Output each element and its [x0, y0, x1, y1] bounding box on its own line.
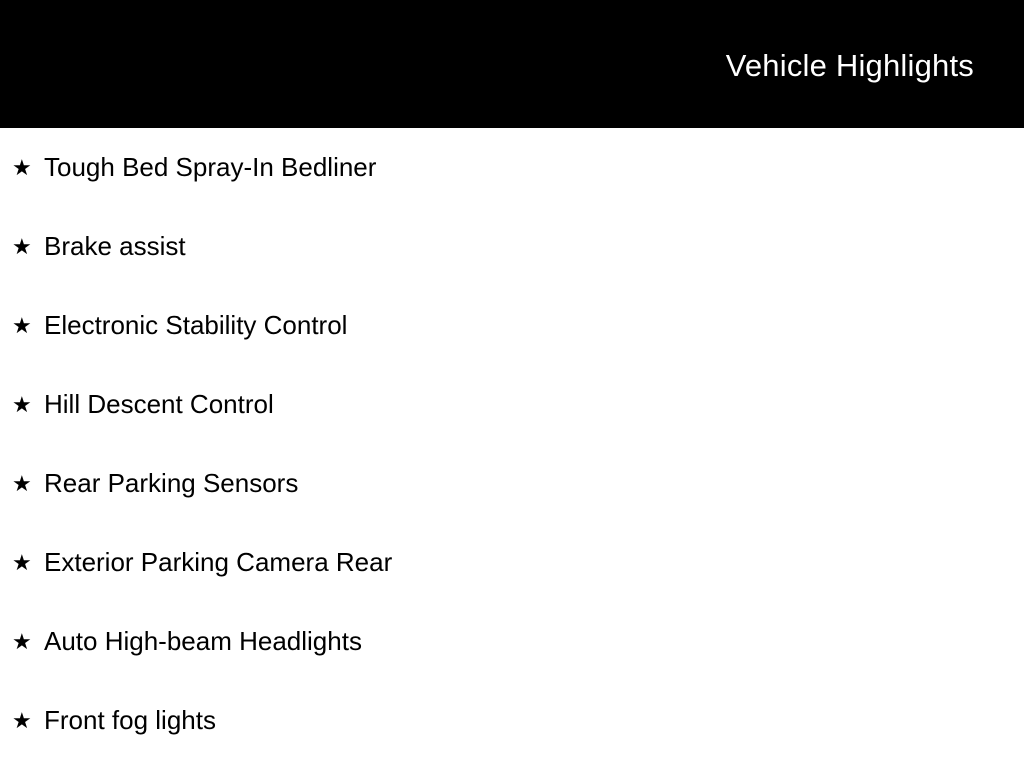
- list-item-label: Exterior Parking Camera Rear: [44, 546, 393, 577]
- list-item-label: Auto High-beam Headlights: [44, 625, 362, 656]
- list-item: [0, 286, 1024, 365]
- list-item: [0, 681, 1024, 760]
- star-icon: ★: [12, 628, 32, 654]
- header-bar: [0, 0, 1024, 128]
- list-item-label: Hill Descent Control: [44, 388, 274, 419]
- list-item: [0, 128, 1024, 207]
- star-icon: ★: [12, 549, 32, 575]
- list-item: [0, 523, 1024, 602]
- list-item-label: Brake assist: [44, 230, 186, 261]
- list-item: [0, 207, 1024, 286]
- star-icon: ★: [12, 391, 32, 417]
- star-icon: ★: [12, 470, 32, 496]
- list-item: [0, 602, 1024, 681]
- star-icon: ★: [12, 154, 32, 180]
- list-item-label: Rear Parking Sensors: [44, 467, 299, 498]
- list-item-label: Tough Bed Spray-In Bedliner: [44, 151, 377, 182]
- list-item-label: Electronic Stability Control: [44, 309, 348, 340]
- list-item-label: Front fog lights: [44, 704, 216, 735]
- vehicle-highlights-list: [0, 128, 1024, 760]
- list-item: [0, 444, 1024, 523]
- star-icon: ★: [12, 707, 32, 733]
- list-item: [0, 365, 1024, 444]
- page-title: Vehicle Highlights: [725, 48, 974, 83]
- star-icon: ★: [12, 312, 32, 338]
- star-icon: ★: [12, 233, 32, 259]
